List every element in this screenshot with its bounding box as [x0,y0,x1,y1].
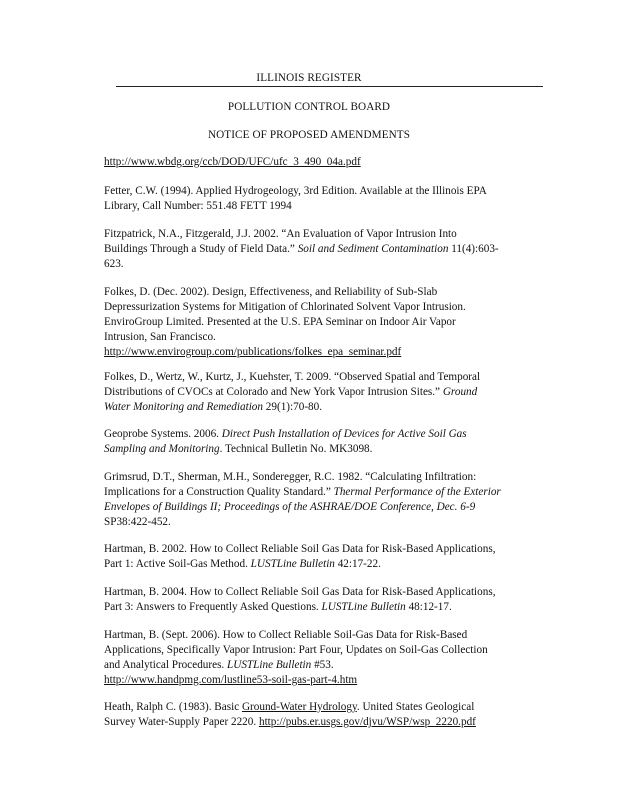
reference-text: Fitzpatrick, N.A., Fitzgerald, J.J. 2002. “An Evaluation of Vapor Intrusion Into [104,228,457,240]
reference-text: 623. [104,258,124,270]
reference-text: Intrusion, San Francisco. [104,331,216,343]
reference-line [104,600,544,615]
reference-text: Hartman, B. 2002. How to Collect Reliable Soil Gas Data for Risk-Based Applications, [104,543,496,555]
reference-line [104,470,544,485]
reference-text: . Technical Bulletin No. MK3098. [219,443,373,455]
board-title: POLLUTION CONTROL BOARD [227,101,391,113]
italic-title: LUSTLine Bulletin [321,601,406,613]
reference-link[interactable]: http://www.envirogroup.com/publications/folkes_epa_seminar.pdf [104,346,402,358]
reference-text: Heath, Ralph C. (1983). Basic [104,701,242,713]
reference-text: EnviroGroup Limited. Presented at the U.S. EPA Seminar on Indoor Air Vapor [104,316,456,328]
reference-text: Fetter, C.W. (1994). Applied Hydrogeology, 3rd Edition. Available at the Illinois EPA [104,185,487,197]
notice-title: NOTICE OF PROPOSED AMENDMENTS [207,129,411,141]
reference-line [104,442,544,457]
reference-text: 48:12-17. [405,601,452,613]
reference-line [104,400,544,415]
reference-line [104,385,544,400]
reference-line [104,370,544,385]
reference-entry [104,470,544,530]
italic-title: Ground [442,386,478,398]
reference-text: Implications for a Construction Quality Standard.” [104,486,334,498]
reference-text: Distributions of CVOCs at Colorado and New York Vapor Intrusion Sites.” [104,386,443,398]
underlined-title: Ground-Water Hydrology [241,701,357,713]
reference-entry [104,427,544,457]
reference-line [104,227,544,242]
reference-entry [104,184,544,214]
reference-line [104,557,544,572]
italic-title: Thermal Performance of the Exterior [333,486,501,498]
reference-text: Folkes, D. (Dec. 2002). Design, Effectiveness, and Reliability of Sub-Slab [104,286,438,298]
reference-line [104,585,544,600]
reference-text: Part 1: Active Soil-Gas Method. [104,558,251,570]
reference-text: Grimsrud, D.T., Sherman, M.H., Sonderegger, R.C. 1982. “Calculating Infiltration: [104,471,477,483]
reference-line [104,673,544,688]
reference-link[interactable]: http://pubs.er.usgs.gov/djvu/WSP/wsp_2220.pdf [258,716,476,728]
italic-title: LUSTLine Bulletin [250,558,335,570]
reference-text: Applications, Specifically Vapor Intrusion: Part Four, Updates on Soil-Gas Collection [104,644,488,656]
reference-line [104,257,544,272]
italic-title: LUSTLine Bulletin [227,659,312,671]
reference-entry [104,628,544,688]
reference-line [104,155,544,170]
reference-line [104,199,544,214]
reference-text: #53. [311,659,334,671]
reference-text: Folkes, D., Wertz, W., Kurtz, J., Kuehster, T. 2009. “Observed Spatial and Temporal [104,371,481,383]
reference-line [104,242,544,257]
reference-entry [104,227,544,272]
reference-text: Hartman, B. 2004. How to Collect Reliable Soil Gas Data for Risk-Based Applications, [104,586,496,598]
reference-text: SP38:422-452. [104,516,171,528]
reference-entry [104,285,544,360]
reference-entry [104,585,544,615]
header-rule [116,86,543,87]
reference-text: Geoprobe Systems. 2006. [104,428,222,440]
reference-text: Depressurization Systems for Mitigation of Chlorinated Solvent Vapor Intrusion. [104,301,466,313]
reference-text: Library, Call Number: 551.48 FETT 1994 [104,200,292,212]
reference-line [104,427,544,442]
reference-line [104,515,544,530]
reference-line [104,542,544,557]
reference-text: 29(1):70-80. [263,401,323,413]
reference-text: Part 3: Answers to Frequently Asked Questions. [104,601,322,613]
reference-line [104,315,544,330]
reference-text: . United States Geological [356,701,475,713]
reference-line [104,700,544,715]
reference-text: 11(4):603- [448,243,499,255]
italic-title: Direct Push Installation of Devices for Active Soil Gas [221,428,467,440]
italic-title: Sampling and Monitoring [104,443,220,455]
reference-entry [104,700,544,730]
reference-line [104,345,544,360]
register-title: ILLINOIS REGISTER [256,72,362,84]
italic-title: Envelopes of Buildings II; Proceedings of the ASHRAE/DOE Conference, Dec. 6-9 [104,501,476,513]
italic-title: Soil and Sediment Contamination [297,243,449,255]
reference-link[interactable]: http://www.wbdg.org/ccb/DOD/UFC/ufc_3_490_04a.pdf [104,156,361,168]
reference-line [104,715,544,730]
reference-text: Survey Water-Supply Paper 2220. [104,716,259,728]
reference-line [104,330,544,345]
italic-title: Water Monitoring and Remediation [104,401,263,413]
reference-line [104,628,544,643]
reference-line [104,500,544,515]
reference-text: 42:17-22. [334,558,381,570]
reference-text: and Analytical Procedures. [104,659,228,671]
reference-line [104,485,544,500]
reference-link[interactable]: http://www.handpmg.com/lustline53-soil-gas-part-4.htm [104,674,358,686]
reference-line [104,643,544,658]
reference-line [104,658,544,673]
reference-text: Buildings Through a Study of Field Data.” [104,243,298,255]
reference-entry [104,155,544,170]
reference-entry [104,370,544,415]
reference-line [104,184,544,199]
reference-entry [104,542,544,572]
reference-line [104,285,544,300]
reference-line [104,300,544,315]
reference-text: Hartman, B. (Sept. 2006). How to Collect Reliable Soil-Gas Data for Risk-Based [104,629,468,641]
